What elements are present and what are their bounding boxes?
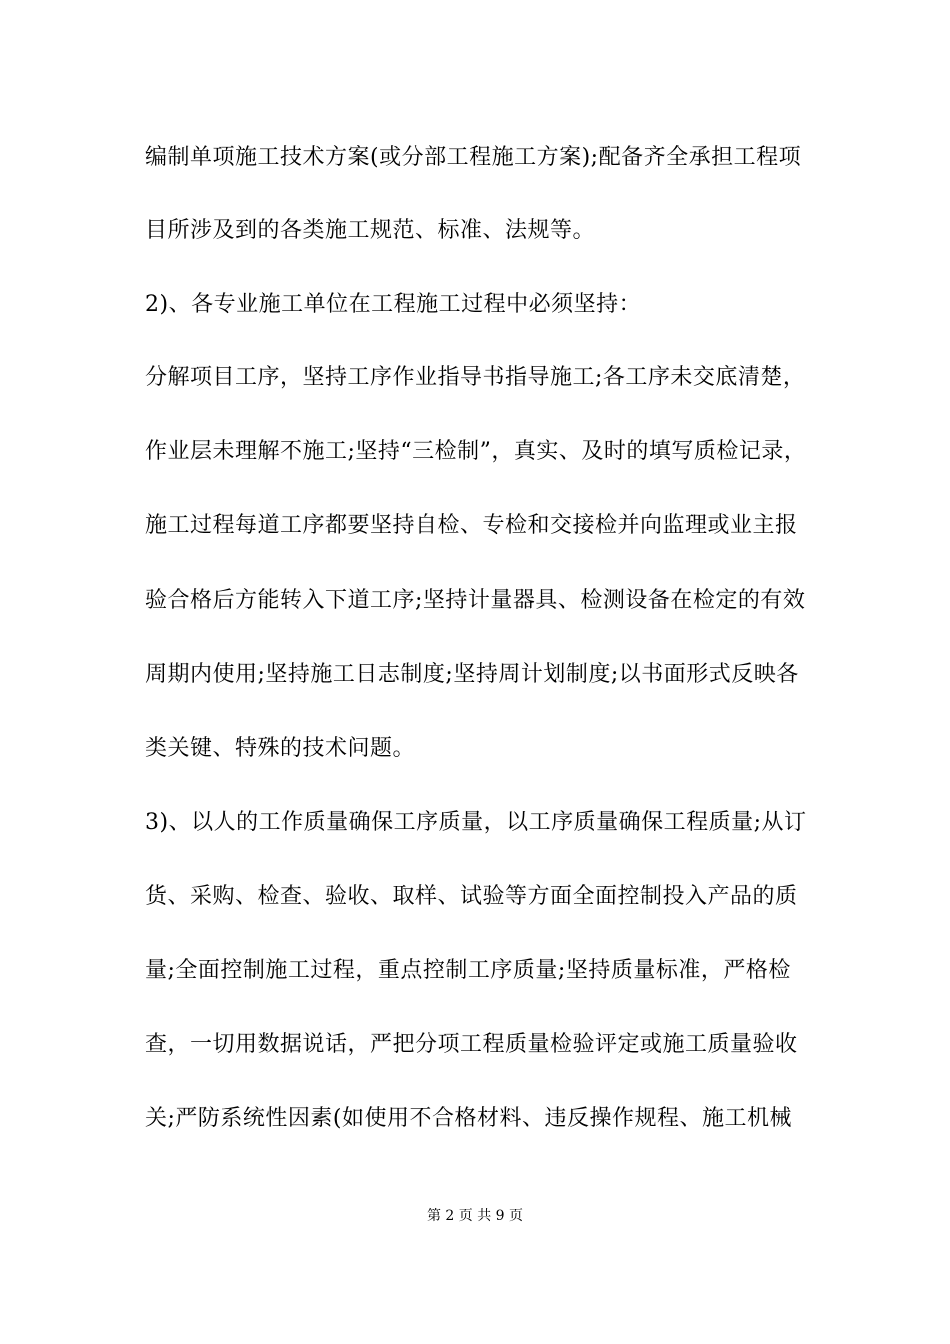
body-text-line: 作业层未理解不施工;坚持“三检制”，真实、及时的填写质检记录， <box>145 439 807 464</box>
body-text-line: 编制单项施工技术方案(或分部工程施工方案);配备齐全承担工程项 <box>145 145 802 170</box>
body-text-line: 查，一切用数据说话，严把分项工程质量检验评定或施工质量验收 <box>145 1032 798 1057</box>
body-text-line: 施工过程每道工序都要坚持自检、专检和交接检并向监理或业主报 <box>145 513 798 538</box>
body-text-line: 关;严防系统性因素(如使用不合格材料、违反操作规程、施工机械 <box>145 1106 792 1131</box>
body-text-line: 目所涉及到的各类施工规范、标准、法规等。 <box>145 218 596 243</box>
body-text-line: 货、采购、检查、验收、取样、试验等方面全面控制投入产品的质 <box>145 884 798 909</box>
body-text-line: 验合格后方能转入下道工序;坚持计量器具、检测设备在检定的有效 <box>145 588 806 613</box>
body-text-line: 2)、各专业施工单位在工程施工过程中必须坚持： <box>145 292 642 317</box>
body-text-line: 分解项目工序，坚持工序作业指导书指导施工;各工序未交底清楚， <box>145 365 806 390</box>
body-text-line: 3)、以人的工作质量确保工序质量，以工序质量确保工程质量;从订 <box>145 810 807 835</box>
body-text-line: 量;全面控制施工过程，重点控制工序质量;坚持质量标准，严格检 <box>145 958 791 983</box>
page-number-footer: 第 2 页 共 9 页 <box>426 1208 524 1224</box>
body-text-line: 周期内使用;坚持施工日志制度;坚持周计划制度;以书面形式反映各 <box>145 662 799 687</box>
body-text-line: 类关键、特殊的技术问题。 <box>145 736 416 761</box>
